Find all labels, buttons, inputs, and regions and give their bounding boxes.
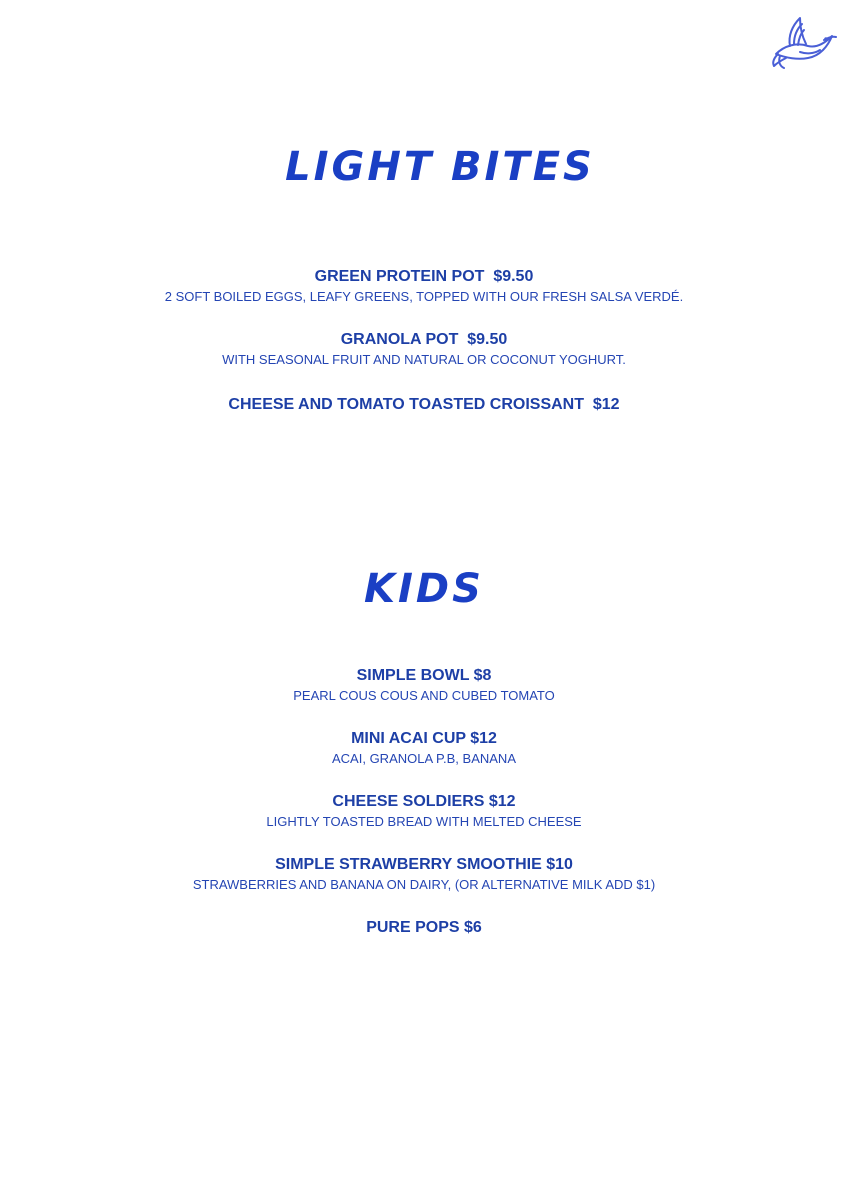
menu-item-simple-bowl (0, 666, 848, 705)
menu-item-desc: STRAWBERRIES AND BANANA ON DAIRY, (OR ALTERNATIVE MILK ADD $1) (192, 877, 656, 892)
menu-item-name: GREEN PROTEIN POT $9.50 (314, 268, 534, 285)
menu-item-desc: ACAI, GRANOLA P.B, BANANA (332, 751, 516, 766)
menu-item-name: SIMPLE BOWL $8 (356, 667, 492, 684)
menu-item-pure-pops (0, 918, 848, 938)
menu-item-granola-pot (0, 330, 848, 369)
menu-item-green-protein-pot (0, 267, 848, 306)
menu-item-name: MINI ACAI CUP $12 (351, 730, 497, 747)
menu-item-cheese-soldiers (0, 792, 848, 831)
menu-item-strawberry-smoothie (0, 855, 848, 894)
menu-item-name: PURE POPS $6 (366, 919, 482, 936)
menu-item-name: GRANOLA POT $9.50 (340, 331, 508, 348)
menu-item-name: CHEESE AND TOMATO TOASTED CROISSANT $12 (228, 396, 620, 413)
menu-item-cheese-tomato-croissant (0, 395, 848, 415)
menu-item-mini-acai-cup (0, 729, 848, 768)
logo (770, 14, 838, 70)
menu-item-desc: LIGHTLY TOASTED BREAD WITH MELTED CHEESE (266, 814, 582, 829)
menu-item-desc: 2 SOFT BOILED EGGS, LEAFY GREENS, TOPPED WITH OUR FRESH SALSA VERDÉ. (164, 289, 684, 304)
section-title-light-bites: LIGHT BITES (285, 144, 595, 190)
menu-item-desc: PEARL COUS COUS AND CUBED TOMATO (293, 688, 555, 703)
section-title-kids: KIDS (364, 566, 484, 612)
bird-icon (770, 14, 838, 70)
menu-item-desc: WITH SEASONAL FRUIT AND NATURAL OR COCONUT YOGHURT. (222, 352, 626, 367)
menu-item-name: SIMPLE STRAWBERRY SMOOTHIE $10 (275, 856, 573, 873)
menu-item-name: CHEESE SOLDIERS $12 (332, 793, 516, 810)
